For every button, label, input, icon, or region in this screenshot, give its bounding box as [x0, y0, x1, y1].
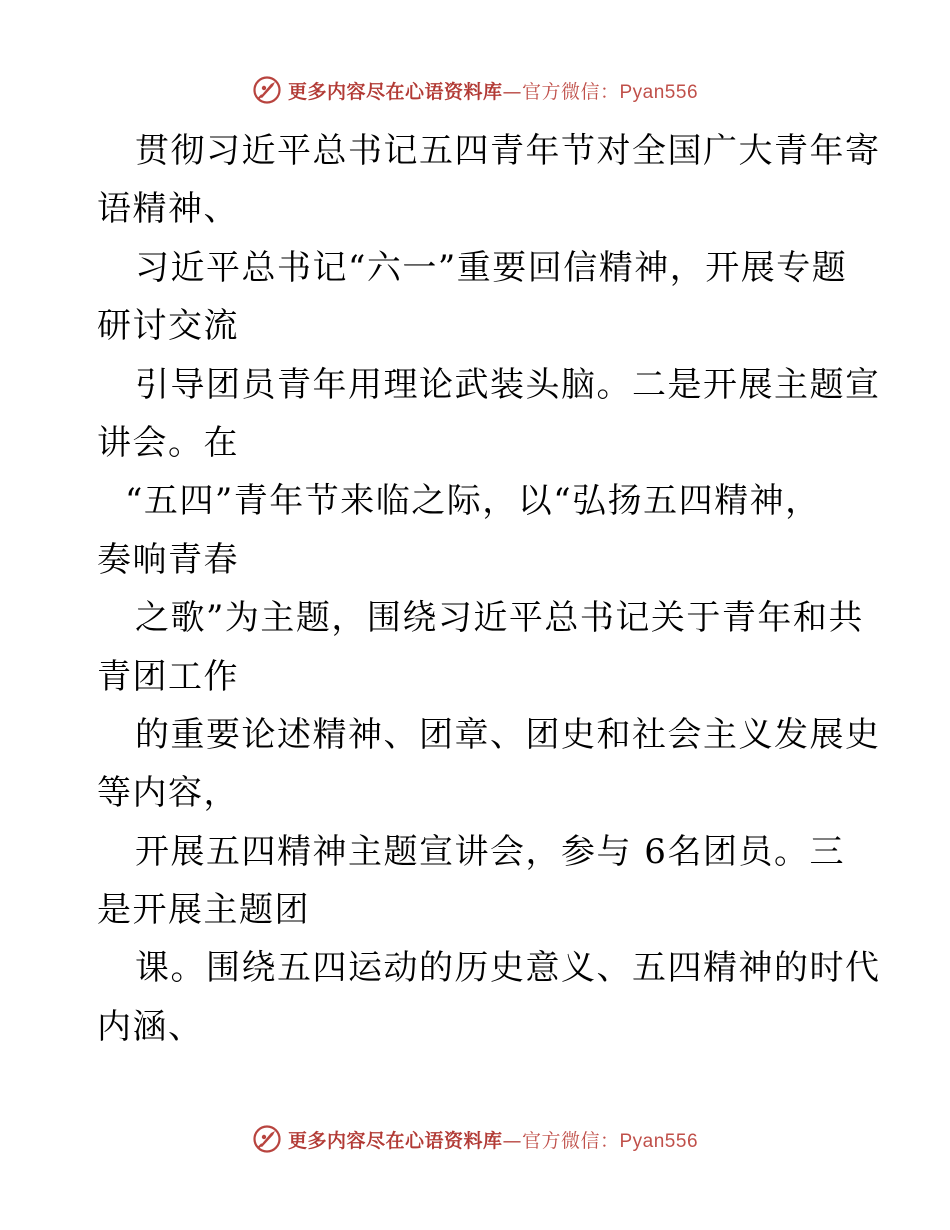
body-line: 贯彻习近平总书记五四青年节对全国广大青年寄: [135, 131, 881, 171]
quill-logo-icon: [252, 75, 282, 105]
quill-logo-icon: [252, 1124, 282, 1154]
footer-banner-wechat-id: Pyan556: [619, 1130, 699, 1152]
footer-banner-title: 更多内容尽在心语资料库: [287, 1129, 503, 1152]
body-line: 之歌”为主题，围绕习近平总书记关于青年和共: [135, 598, 864, 639]
header-banner-dash: —: [502, 80, 522, 103]
body-line: 等内容，: [97, 773, 239, 814]
footer-banner-wechat-label: 官方微信：: [521, 1129, 620, 1152]
header-banner-title: 更多内容尽在心语资料库: [287, 80, 503, 103]
body-line: 青团工作: [97, 656, 239, 697]
body-line: 内涵、: [97, 1006, 204, 1047]
body-line: 讲会。在: [97, 422, 239, 463]
document-body: [97, 122, 881, 1056]
header-banner-wechat-id: Pyan556: [619, 81, 699, 103]
header-banner-wechat-label: 官方微信：: [521, 80, 620, 103]
body-line: 习近平总书记“六一”重要回信精神，开展专题: [135, 247, 848, 288]
header-banner: [0, 73, 950, 107]
body-line: 研讨交流: [97, 306, 239, 347]
footer-banner: [0, 1122, 950, 1156]
header-banner-text: [288, 77, 698, 104]
body-line: 的重要论述精神、团章、团史和社会主义发展史: [135, 714, 881, 755]
body-line: 课。围绕五四运动的历史意义、五四精神的时代: [135, 948, 881, 989]
body-line: 奏响青春: [97, 539, 239, 580]
body-line: 引导团员青年用理论武装头脑。二是开展主题宣: [135, 364, 881, 405]
body-line: 语精神、: [97, 189, 239, 230]
body-line: 是开展主题团: [97, 890, 310, 931]
body-line: “五四”青年节来临之际，以“弘扬五四精神，: [125, 481, 821, 522]
footer-banner-text: [288, 1126, 698, 1153]
footer-banner-dash: —: [502, 1129, 522, 1152]
body-line: 开展五四精神主题宣讲会，参与 6名团员。三: [135, 831, 845, 872]
